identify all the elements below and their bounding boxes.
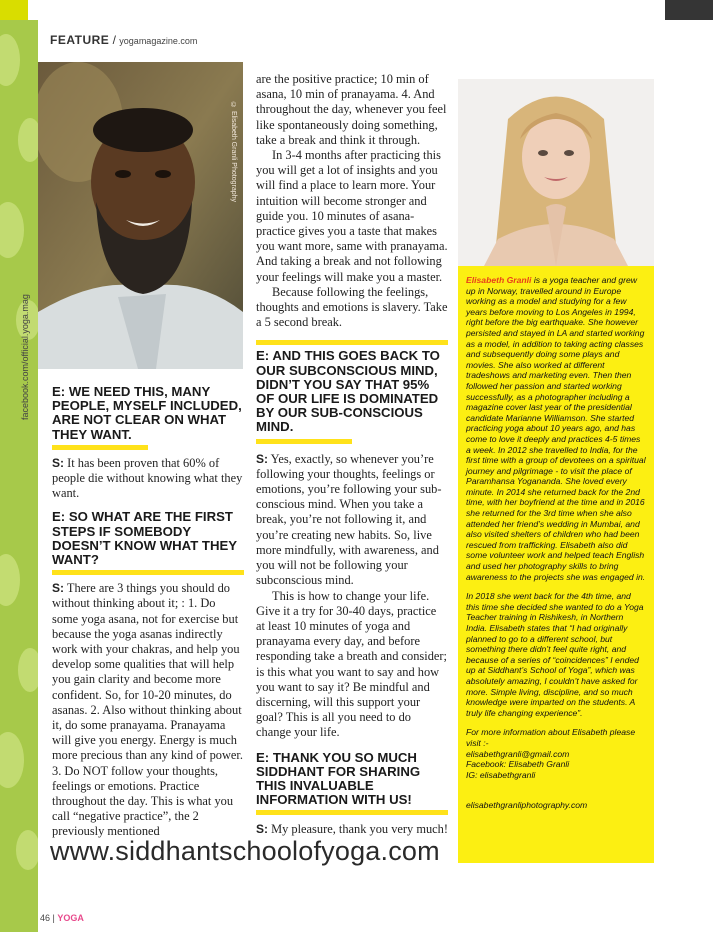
bio-contact	[466, 727, 646, 780]
header-separator: /	[109, 33, 120, 47]
paragraph-4: This is how to change your life. Give it a try for 30-40 days, practice at least 10 minutes of yoga and pranayama every day, and before responding take a breath and consider; is this what you want to say and how you want to say it? Be mindful and discerning, will this support your goal? This is all you need to do change your life.	[256, 588, 447, 740]
top-strip-dark	[665, 0, 713, 20]
portrait-illustration	[458, 79, 654, 266]
bio-contact-intro: For more information about Elisabeth please visit :-	[466, 727, 636, 748]
paragraph-3: Because following the feelings, thoughts and emotions is slavery. Take a 5 second break.	[256, 284, 448, 330]
top-color-strip	[0, 0, 713, 20]
highlight-bar	[52, 445, 148, 450]
portrait-photo-elisabeth	[458, 79, 654, 266]
bio-email-link[interactable]: elisabethgranli@gmail.com	[466, 748, 570, 759]
answer-2	[52, 581, 244, 839]
speaker-label: S:	[256, 822, 268, 837]
page-footer	[40, 913, 84, 923]
footer-separator: |	[50, 913, 58, 923]
paragraph-1: are the positive practice; 10 min of asana, 10 min of pranayama. 4. And throughout the day, whenever you feel like spontaneously doing something, take a break and think it through.	[256, 72, 447, 147]
question-2: E: SO WHAT ARE THE FIRST STEPS IF SOMEBODY DOESN’T KNOW WHAT THEY WANT?	[52, 509, 237, 568]
highlight-bar	[256, 439, 352, 444]
section-label: FEATURE	[50, 33, 110, 47]
facebook-handle: facebook.com/official.yoga.mag	[20, 294, 30, 420]
answer-4-text: My pleasure, thank you very much!	[271, 822, 448, 837]
answer-3-text: Yes, exactly, so whenever you’re following your thoughts, feelings or emotions, you’re following your sub- conscious mind. When you take a break, you’re not following it, and you’re creating new habits. So, live more mindfully, with awareness, and you will not be following your subconscious mind.	[256, 451, 442, 588]
speaker-label: S:	[256, 451, 268, 466]
speaker-label: S:	[52, 581, 64, 596]
photo-credit: © Elisabeth Granli Photography	[230, 102, 237, 202]
page-number: 46	[40, 913, 51, 923]
portrait-illustration	[38, 62, 243, 369]
school-website-link[interactable]: www.siddhantschoolofyoga.com	[50, 836, 440, 866]
answer-1	[52, 456, 244, 502]
bio-website-link[interactable]: elisabethgranliphotography.com	[466, 800, 588, 811]
top-strip-gap	[28, 0, 668, 20]
bio-paragraph-2: In 2018 she went back for the 4th time, and this time she decided she wanted to do a Yoga Teacher training in Rishikesh, in Northern India. Elisabeth states that “I had originally planned to go to a different school, but something there didn’t feel quite right, and because of a series of “coincidences” I ended up at Siddhant’s School of Yoga”, which was absolutely amazing, I couldn’t have asked for more. Simple living, discipline, and so much knowledge were imparted on the students. A truly life changing experience”.	[466, 591, 644, 718]
bio-paragraph-1-text: is a yoga teacher and grew up in Norway, travelled around in Europe working as a model and studying for a few years before moving to Los Angeles in 1994, right before the big earthquake. She however persisted and stayed in LA and started working as a model, in addition to taking acting classes and subsequently doing some plays and movies. She also worked at different tradeshows and marketing even. Then then followed her passion and started working successfully, as a photographer including a magazine cover last year of the presidential candidate Marianne Williamson. She started practicing yoga about 10 years ago, and has come to love it deeply and practices 4-5 times a week. In 2012 she travelled to India, for the first time with a group of devotees on a spiritual journey and pilgrimage - to visit the place of Paramhansa Yogananda. She loved every minute. In 2014 she returned back for the 2nd time, with her boyfriend at the time and in 2016 she returned for the 3rd time when she also attended her friend’s wedding in Mumbai, and also visited shelters of children who had been rescued from trafficking. Elisabeth also did some volunteer work and helped teach English and used her photography skills to bring awareness to the projects she was engaged in.	[466, 275, 646, 582]
highlight-bar	[256, 810, 448, 815]
column-one	[52, 385, 244, 840]
speaker-label: S:	[52, 455, 64, 470]
answer-1-text: It has been proven that 60% of people die without knowing what they want.	[52, 455, 243, 501]
portrait-photo-siddhant	[38, 62, 243, 369]
bio-paragraph-1	[466, 275, 646, 582]
section-header	[50, 33, 197, 47]
bio-facebook: Facebook: Elisabeth Granli	[466, 759, 570, 770]
header-site: yogamagazine.com	[119, 36, 198, 46]
highlight-bar	[256, 340, 448, 345]
answer-3	[256, 452, 448, 589]
answer-2-text: There are 3 things you should do without thinking about it; : 1. Do some yoga asana, not for exercise but because the yoga asanas indirectly work with your chakras, and help you develop some qualities that will help you gain clarity and become more confident. So, for 10-20 minutes, do asanas. 2. Also without thinking about it, do some pranayama. Pranayama will give you energy. Energy is much more precious than any kind of power. 3. Do NOT follow your thoughts, feelings or emotions. Practice throughout the day. This is what you call “negative practice”, the 2 previously mentioned	[52, 581, 243, 839]
left-decorative-band	[0, 20, 38, 932]
bio-text	[466, 275, 646, 820]
paragraph-2: In 3-4 months after practicing this you will get a lot of insights and you will find a place to learn more. Your intuition will become stronger and guide you. 10 minutes of asana-practice gives you a taste that makes you want more, same with pranayama. And taking a break and not following your feelings will make you a master.	[256, 148, 448, 284]
bio-instagram: IG: elisabethgranli	[466, 769, 536, 780]
column-two	[256, 72, 448, 838]
question-3: E: AND THIS GOES BACK TO OUR SUBCONSCIOUS MIND, DIDN’T YOU SAY THAT 95% OF OUR LIFE IS DOMINATED BY OUR SUB-CONSCIOUS MIND.	[256, 348, 440, 435]
magazine-name: YOGA	[57, 913, 84, 923]
question-1: E: WE NEED THIS, MANY PEOPLE, MYSELF INCLUDED, ARE NOT CLEAR ON WHAT THEY WANT.	[52, 384, 242, 442]
bio-name: Elisabeth Granli	[466, 275, 532, 285]
leaf-pattern	[0, 20, 38, 932]
question-4: E: THANK YOU SO MUCH SIDDHANT FOR SHARING THIS INVALUABLE INFORMATION WITH US!	[256, 749, 421, 808]
highlight-bar	[52, 570, 244, 575]
